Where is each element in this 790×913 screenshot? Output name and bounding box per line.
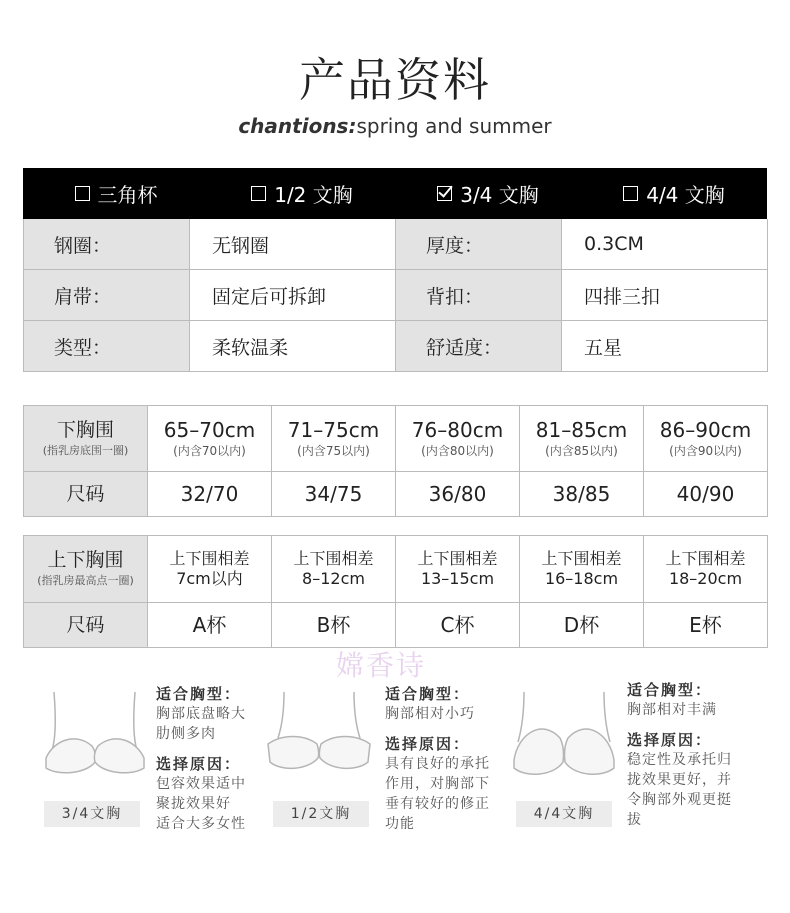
checkbox-checked-icon — [437, 186, 452, 201]
cup-option-label: 三角杯 — [97, 183, 158, 207]
page-title: 产品资料 — [299, 53, 491, 107]
spec-value-wire: 无钢圈 — [190, 219, 396, 270]
reason-text-line: 拢效果更好，并 — [627, 772, 732, 788]
bust-diff-cell: 上下围相差 16–18cm — [520, 536, 644, 603]
band-size-cell: 32/70 — [148, 472, 272, 517]
spec-label-strap: 肩带： — [24, 270, 190, 321]
cup-option-label: 3/4 文胸 — [460, 183, 539, 207]
spec-value-type: 柔软温柔 — [190, 321, 396, 372]
spec-table — [23, 168, 767, 372]
underbust-range-cell: 76–80cm (内含80以内) — [396, 406, 520, 472]
cup-size-cell: C杯 — [396, 603, 520, 648]
bust-diff-cell: 上下围相差 7cm以内 — [148, 536, 272, 603]
brand-watermark: 嫦香诗 — [336, 649, 427, 682]
cup-option-three-quarter[interactable] — [395, 179, 581, 208]
cup-size-cell: A杯 — [148, 603, 272, 648]
full-cup-bra-icon — [508, 688, 620, 783]
spec-label-clasp: 背扣： — [396, 270, 562, 321]
reason-title: 选择原因： — [156, 755, 242, 773]
underbust-range-cell: 86–90cm (内含90以内) — [644, 406, 768, 472]
checkbox-icon — [623, 186, 638, 201]
bust-diff-cell: 上下围相差 8–12cm — [272, 536, 396, 603]
spec-label-comfort: 舒适度： — [396, 321, 562, 372]
reason-text-line: 作用，对胸部下 — [385, 776, 490, 792]
reason-text-line: 垂有较好的修正 — [385, 796, 490, 812]
fit-title: 适合胸型： — [156, 685, 242, 703]
spec-label-type: 类型： — [24, 321, 190, 372]
checkbox-icon — [75, 186, 90, 201]
underbust-range-cell: 81–85cm (内含85以内) — [520, 406, 644, 472]
underbust-table — [23, 405, 768, 517]
reason-title: 选择原因： — [627, 731, 713, 749]
cup-option-full[interactable] — [581, 179, 767, 208]
cup-size-cell: D杯 — [520, 603, 644, 648]
cup-style-bar — [23, 168, 767, 219]
reason-text-line: 具有良好的承托 — [385, 756, 490, 772]
band-size-cell: 40/90 — [644, 472, 768, 517]
band-size-cell: 34/75 — [272, 472, 396, 517]
spec-value-thickness: 0.3CM — [562, 219, 768, 270]
cup-option-label: 4/4 文胸 — [646, 183, 725, 207]
cup-info-three-quarter — [156, 684, 266, 834]
fit-text-line: 胸部底盘略大 — [156, 706, 246, 722]
underbust-range-cell: 65–70cm (内含70以内) — [148, 406, 272, 472]
spec-value-clasp: 四排三扣 — [562, 270, 768, 321]
brand-name: chantions: — [238, 114, 357, 138]
cup-size-cell: E杯 — [644, 603, 768, 648]
fit-text-line: 肋侧多肉 — [156, 726, 216, 742]
reason-text-line: 令胸部外观更挺 — [627, 792, 732, 808]
fit-title: 适合胸型： — [627, 681, 713, 699]
page-subtitle — [0, 114, 790, 138]
cup-info-half — [385, 684, 510, 834]
underbust-range-cell: 71–75cm (内含75以内) — [272, 406, 396, 472]
fit-text-line: 胸部相对丰满 — [627, 702, 717, 718]
reason-text-line: 聚拢效果好 — [156, 796, 231, 812]
spec-label-thickness: 厚度： — [396, 219, 562, 270]
band-size-cell: 36/80 — [396, 472, 520, 517]
spec-value-comfort: 五星 — [562, 321, 768, 372]
cup-option-label: 1/2 文胸 — [274, 183, 353, 207]
reason-text-line: 拔 — [627, 812, 642, 828]
season-tagline: spring and summer — [356, 114, 552, 138]
three-quarter-cup-bra-icon — [40, 688, 150, 783]
half-cup-bra-icon — [264, 688, 374, 783]
band-size-cell: 38/85 — [520, 472, 644, 517]
reason-text-line: 稳定性及承托归 — [627, 752, 732, 768]
cup-caption: 1/2文胸 — [273, 801, 369, 827]
spec-label-wire: 钢圈： — [24, 219, 190, 270]
cup-caption: 4/4文胸 — [516, 801, 612, 827]
size-header: 尺码 — [24, 603, 148, 648]
reason-text-line: 功能 — [385, 816, 415, 832]
reason-text-line: 包容效果适中 — [156, 776, 246, 792]
cup-size-cell: B杯 — [272, 603, 396, 648]
reason-text-line: 适合大多女性 — [156, 816, 246, 832]
bust-diff-header: 上下胸围 (指乳房最高点一圈) — [24, 536, 148, 603]
underbust-header: 下胸围 (指乳房底围一圈) — [24, 406, 148, 472]
bust-diff-cell: 上下围相差 18–20cm — [644, 536, 768, 603]
cup-option-triangle[interactable] — [23, 179, 209, 208]
cup-size-table — [23, 535, 768, 648]
cup-caption: 3/4文胸 — [44, 801, 140, 827]
size-header: 尺码 — [24, 472, 148, 517]
checkbox-icon — [251, 186, 266, 201]
cup-info-full — [627, 680, 752, 830]
spec-value-strap: 固定后可拆卸 — [190, 270, 396, 321]
fit-title: 适合胸型： — [385, 685, 471, 703]
reason-title: 选择原因： — [385, 735, 471, 753]
fit-text-line: 胸部相对小巧 — [385, 706, 475, 722]
spec-grid — [23, 219, 767, 372]
bust-diff-cell: 上下围相差 13–15cm — [396, 536, 520, 603]
cup-option-half[interactable] — [209, 179, 395, 208]
